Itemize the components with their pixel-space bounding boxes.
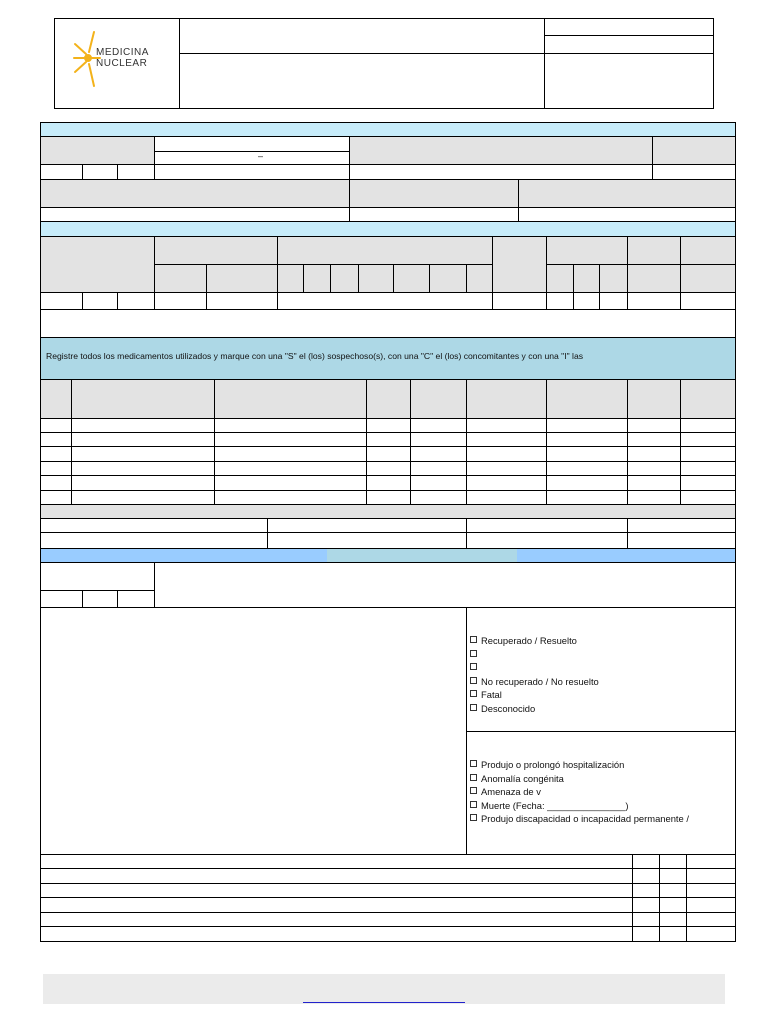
label-cell xyxy=(652,136,736,165)
med-col-header xyxy=(466,379,547,419)
logo-line-1: MEDICINA xyxy=(96,47,149,58)
seriousness-option[interactable]: Amenaza de v xyxy=(470,785,689,799)
outcome-option[interactable]: Desconocido xyxy=(470,702,599,716)
outcome-options xyxy=(470,634,599,715)
label-cell xyxy=(40,504,736,519)
label-cell xyxy=(303,264,331,293)
input-cell[interactable] xyxy=(599,292,628,310)
label-cell xyxy=(277,264,304,293)
input-cell[interactable] xyxy=(573,292,600,310)
input-cell[interactable] xyxy=(546,292,574,310)
label-cell xyxy=(546,236,628,265)
input-cell[interactable] xyxy=(492,292,547,310)
input-cell[interactable] xyxy=(627,292,681,310)
medications-table xyxy=(40,418,736,505)
label-cell xyxy=(546,264,574,293)
input-cell[interactable] xyxy=(154,292,207,310)
label-cell xyxy=(349,179,519,208)
date-block xyxy=(40,562,736,608)
checkbox-icon xyxy=(470,787,477,794)
label-cell xyxy=(680,264,736,293)
med-col-header xyxy=(546,379,628,419)
med-col-header xyxy=(71,379,215,419)
label-cell xyxy=(40,136,155,165)
med-col-header xyxy=(627,379,681,419)
checkbox-icon xyxy=(470,774,477,781)
section-bar-highlight xyxy=(327,549,517,562)
seriousness-options xyxy=(470,758,689,826)
input-cell[interactable] xyxy=(349,207,519,222)
checkbox-icon xyxy=(470,690,477,697)
checkbox-icon xyxy=(470,663,477,670)
seriousness-option[interactable]: Muerte (Fecha: _______________) xyxy=(470,799,689,813)
outcome-option[interactable]: Recuperado / Resuelto xyxy=(470,634,599,648)
med-col-header xyxy=(680,379,736,419)
med-col-header xyxy=(366,379,411,419)
input-cell[interactable] xyxy=(40,207,350,222)
header-divider xyxy=(179,18,180,109)
seriousness-option[interactable]: Produjo discapacidad o incapacidad permanente / xyxy=(470,812,689,826)
input-cell[interactable] xyxy=(82,164,118,180)
input-cell[interactable] xyxy=(652,164,736,180)
causality-table xyxy=(40,854,736,942)
label-cell xyxy=(429,264,467,293)
seriousness-option[interactable]: Produjo o prolongó hospitalización xyxy=(470,758,689,772)
checkbox-icon xyxy=(470,704,477,711)
header-divider xyxy=(544,35,714,36)
section-header-patient xyxy=(40,122,736,137)
input-cell[interactable] xyxy=(680,292,736,310)
label-cell xyxy=(393,264,430,293)
input-cell[interactable] xyxy=(40,292,83,310)
description-field[interactable] xyxy=(40,309,736,338)
label-cell xyxy=(358,264,394,293)
field-cell xyxy=(154,151,350,165)
history-table xyxy=(40,518,736,549)
input-cell[interactable] xyxy=(206,292,278,310)
label-cell xyxy=(349,136,653,165)
med-col-header xyxy=(214,379,367,419)
label-cell xyxy=(492,236,547,293)
footer-bar xyxy=(43,974,725,1004)
input-cell[interactable] xyxy=(518,207,736,222)
field-cell xyxy=(154,136,350,152)
field-dash: – xyxy=(258,151,264,161)
section-header-reaction xyxy=(40,221,736,237)
logo xyxy=(72,28,172,88)
outcome-option[interactable]: Fatal xyxy=(470,688,599,702)
med-col-header xyxy=(40,379,72,419)
checkbox-icon xyxy=(470,650,477,657)
outcome-option[interactable] xyxy=(470,661,599,675)
label-cell xyxy=(277,236,493,265)
medications-instruction: Registre todos los medicamentos utilizados y marque con una "S" el (los) sospechoso(s), con una "C" el (los) concomitantes y con una "I" las xyxy=(46,351,584,361)
label-cell xyxy=(518,179,736,208)
input-cell[interactable] xyxy=(277,292,493,310)
outcome-option[interactable] xyxy=(470,648,599,662)
seriousness-option[interactable]: Anomalía congénita xyxy=(470,772,689,786)
label-cell xyxy=(599,264,628,293)
header-divider xyxy=(179,53,714,54)
label-cell xyxy=(330,264,359,293)
checkbox-icon xyxy=(470,760,477,767)
label-cell xyxy=(40,236,155,293)
input-cell[interactable] xyxy=(117,292,155,310)
input-cell[interactable] xyxy=(40,164,83,180)
label-cell xyxy=(154,236,278,265)
footer-link[interactable] xyxy=(303,1002,465,1003)
input-cell[interactable] xyxy=(82,292,118,310)
checkbox-icon xyxy=(470,814,477,821)
label-cell xyxy=(40,179,350,208)
checkbox-icon xyxy=(470,677,477,684)
label-cell xyxy=(680,236,736,265)
label-cell xyxy=(573,264,600,293)
narrative-field[interactable] xyxy=(40,607,467,855)
label-cell xyxy=(154,264,207,293)
input-cell[interactable] xyxy=(154,164,350,180)
label-cell xyxy=(466,264,493,293)
label-cell xyxy=(627,236,681,265)
input-cell[interactable] xyxy=(349,164,653,180)
checkbox-icon xyxy=(470,636,477,643)
label-cell xyxy=(206,264,278,293)
header-divider xyxy=(544,18,545,109)
logo-line-2: NUCLEAR xyxy=(96,58,148,69)
med-col-header xyxy=(410,379,467,419)
outcome-option[interactable]: No recuperado / No resuelto xyxy=(470,675,599,689)
label-cell xyxy=(627,264,681,293)
input-cell[interactable] xyxy=(117,164,155,180)
checkbox-icon xyxy=(470,801,477,808)
